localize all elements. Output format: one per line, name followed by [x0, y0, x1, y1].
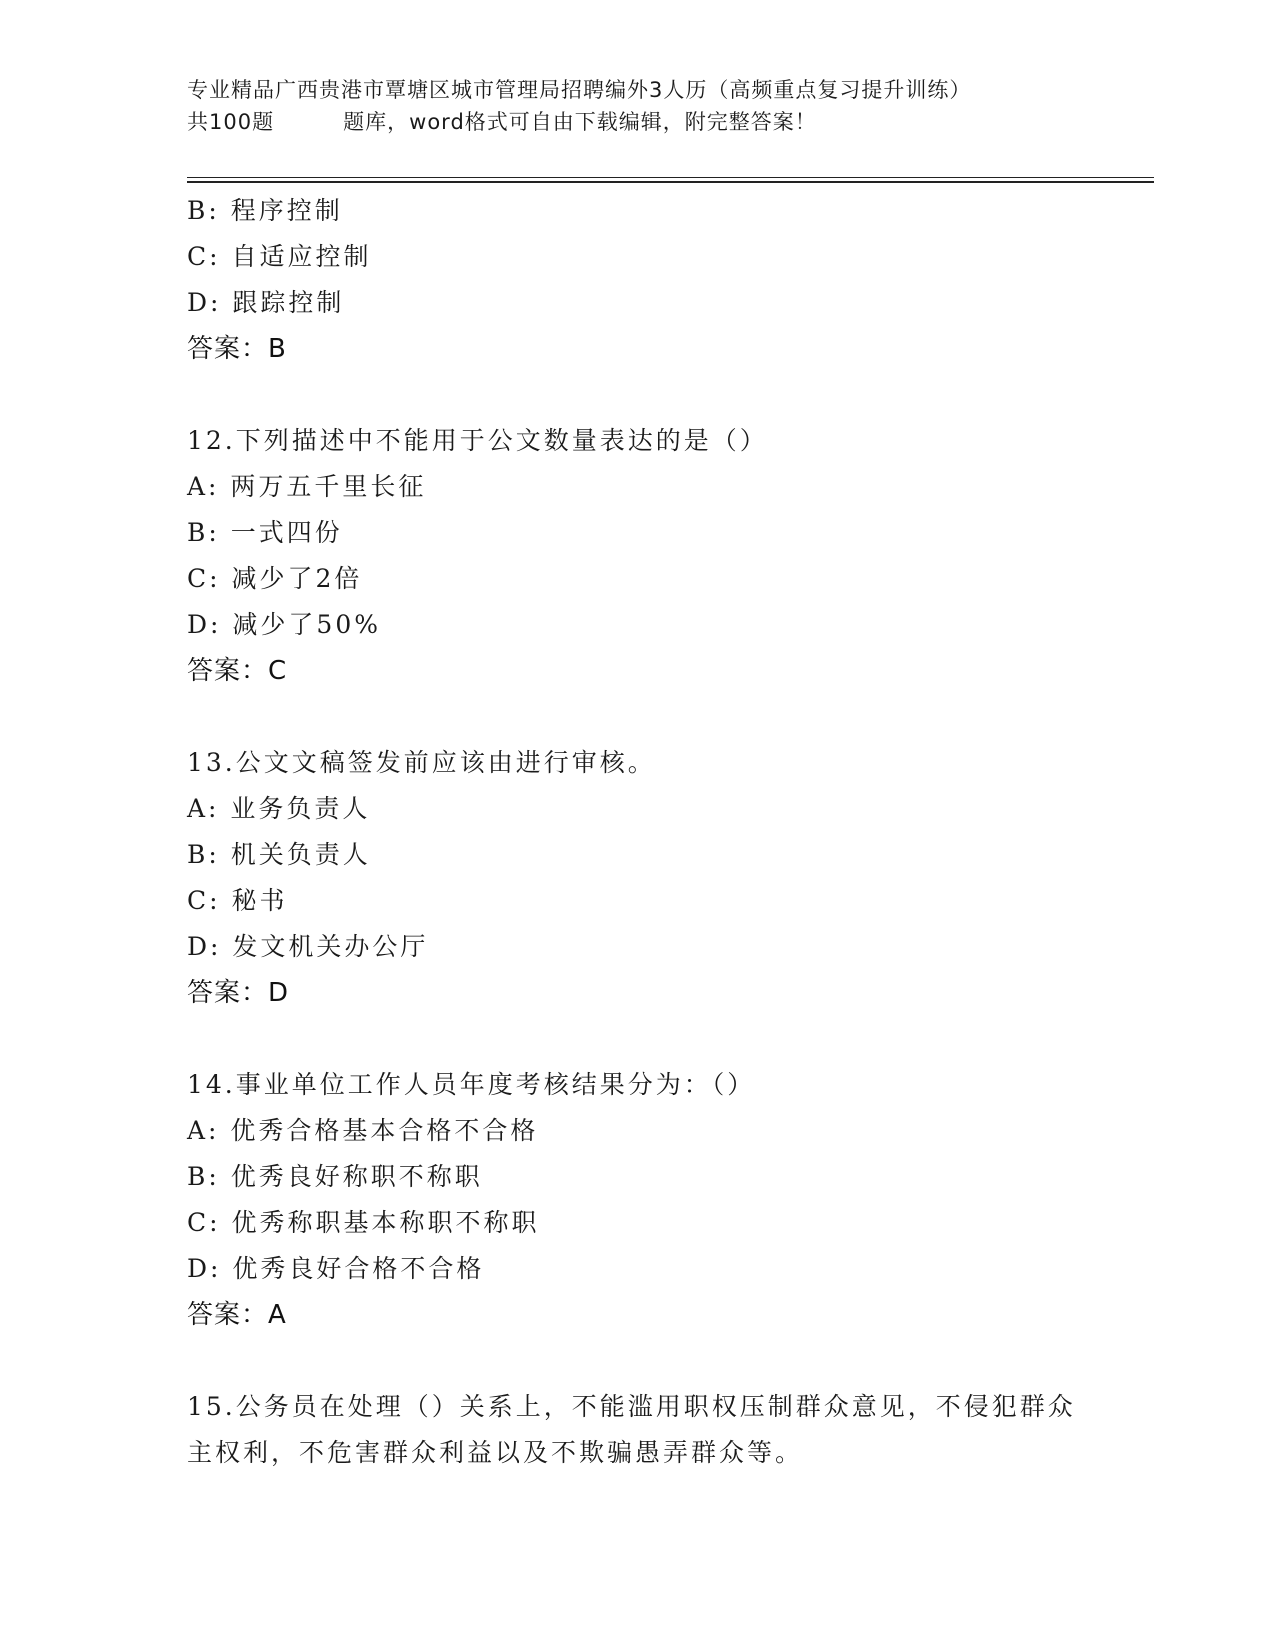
option-d: D: 减少了50%	[187, 610, 381, 639]
answer-line: 答案：C	[187, 656, 288, 686]
spacer	[187, 1338, 1087, 1384]
header-divider-thick	[187, 181, 1154, 183]
question-list	[187, 188, 1087, 1476]
question-stem: 14.事业单位工作人员年度考核结果分为：（）	[187, 1070, 756, 1099]
option-c: C: 减少了2倍	[187, 564, 363, 593]
option-a: A: 业务负责人	[187, 794, 371, 823]
option-d: D: 跟踪控制	[187, 288, 345, 317]
option-d: D: 优秀良好合格不合格	[187, 1254, 485, 1283]
spacer	[187, 694, 1087, 740]
question-stem: 12.下列描述中不能用于公文数量表达的是（）	[187, 426, 768, 455]
header-title-line1: 专业精品广西贵港市覃塘区城市管理局招聘编外3人历（高频重点复习提升训练）	[187, 78, 972, 102]
answer-line: 答案：A	[187, 1300, 287, 1330]
answer-line: 答案：B	[187, 334, 287, 364]
option-b: B: 优秀良好称职不称职	[187, 1162, 483, 1191]
spacer	[187, 1016, 1087, 1062]
header-divider-thin	[187, 177, 1154, 178]
option-b: B: 一式四份	[187, 518, 343, 547]
question-13	[187, 740, 1087, 1016]
option-a: A: 两万五千里长征	[187, 472, 427, 501]
option-b: B: 机关负责人	[187, 840, 371, 869]
question-stem: 13.公文文稿签发前应该由进行审核。	[187, 748, 656, 777]
answer-line: 答案：D	[187, 978, 290, 1008]
question-12	[187, 418, 1087, 694]
header-title-line2: 共100题 题库，word格式可自由下载编辑，附完整答案！	[187, 110, 817, 134]
option-b: B: 程序控制	[187, 196, 343, 225]
option-c: C: 秘书	[187, 886, 288, 915]
question-15	[187, 1384, 1087, 1476]
question-11-continued	[187, 188, 1087, 372]
question-stem: 15.公务员在处理（）关系上，不能滥用职权压制群众意见，不侵犯群众主权利，不危害群众利益以及不欺骗愚弄群众等。	[187, 1392, 1076, 1467]
option-d: D: 发文机关办公厅	[187, 932, 429, 961]
option-c: C: 自适应控制	[187, 242, 372, 271]
option-c: C: 优秀称职基本称职不称职	[187, 1208, 540, 1237]
question-14	[187, 1062, 1087, 1338]
document-header	[187, 74, 1087, 138]
option-a: A: 优秀合格基本合格不合格	[187, 1116, 539, 1145]
spacer	[187, 372, 1087, 418]
